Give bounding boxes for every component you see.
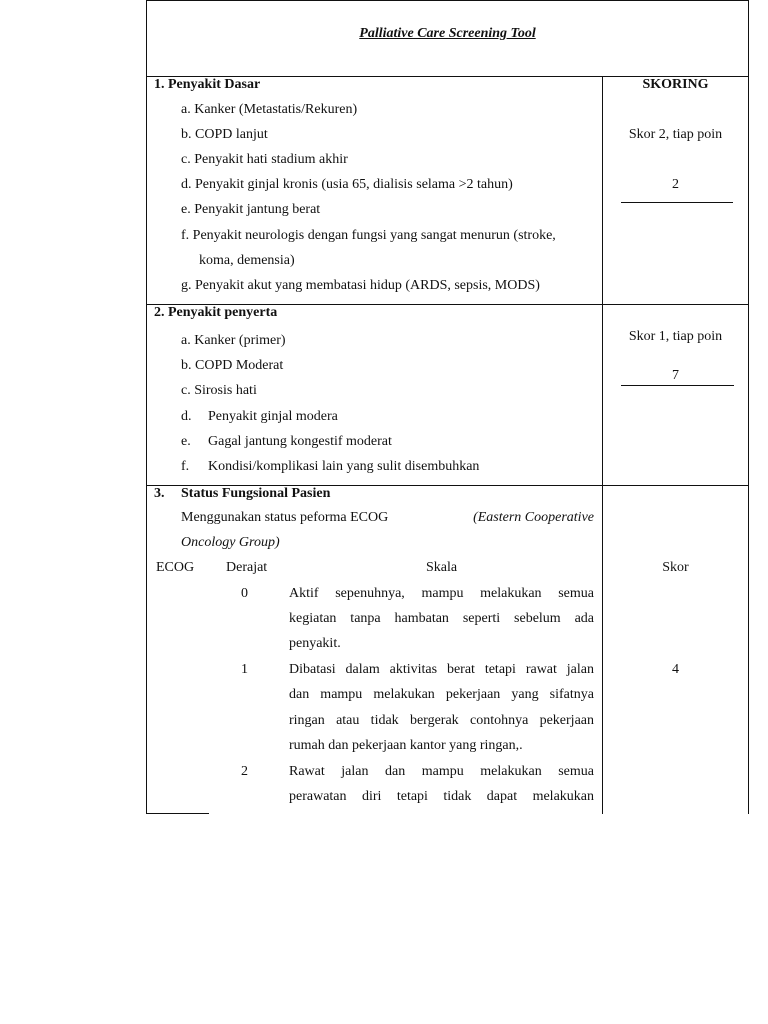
grade-2-line: Rawat jalan dan mampu melakukan semua [289,764,594,779]
sec2-score-rule: Skor 1, tiap poin [628,329,723,344]
sec1-item-f-cont: koma, demensia) [199,253,295,268]
grade-2-line: perawatan diri tetapi tidak dapat melakukan [289,789,594,804]
sec3-score-value: 4 [672,662,679,677]
table-right-border [748,0,749,814]
sec2-item-b: b. COPD Moderat [181,358,284,373]
sec2-score-underline [621,385,734,386]
grade-2-number: 2 [241,764,248,779]
sec2-heading: 2. Penyakit penyerta [154,305,278,320]
sec3-intro-line1 [181,509,594,527]
sec1-item-g: g. Penyakit akut yang membatasi hidup (ARDS, sepsis, MODS) [181,278,540,293]
grade-0-line: penyakit. [289,636,341,651]
sec2-item-e-text: Gagal jantung kongestif moderat [208,434,392,449]
grade-1-line: Dibatasi dalam aktivitas berat tetapi rawat jalan [289,662,594,677]
sec1-item-a: a. Kanker (Metastatis/Rekuren) [181,102,358,117]
sec3-intro-italic: (Eastern Cooperative [473,510,594,525]
grade-0-number: 0 [241,586,248,601]
col-header-skala: Skala [425,560,458,575]
sec1-item-e: e. Penyakit jantung berat [181,202,321,217]
sec1-score-underline [621,202,733,203]
grade-1-line: ringan atau tidak bergerak contohnya pekerjaan [289,713,594,728]
grade-1-line: rumah dan pekerjaan kantor yang ringan,. [289,738,523,753]
sec1-heading: 1. Penyakit Dasar [154,77,261,92]
sec1-item-c: c. Penyakit hati stadium akhir [181,152,348,167]
sec1-item-d: d. Penyakit ginjal kronis (usia 65, dialisis selama >2 tahun) [181,177,513,192]
sec3-heading: Status Fungsional Pasien [181,486,331,501]
grade-1-number: 1 [241,662,248,677]
sec1-item-b: b. COPD lanjut [181,127,268,142]
sec1-score-rule: Skor 2, tiap poin [628,127,723,142]
sec2-score-value: 7 [672,368,679,383]
scoring-header: SKORING [642,77,709,92]
sec2-item-d-text: Penyakit ginjal modera [208,409,338,424]
table-left-border [146,0,147,814]
table-top-border [146,0,749,1]
grade-0-line: Aktif sepenuhnya, mampu melakukan semua [289,586,594,601]
sec2-item-a: a. Kanker (primer) [181,333,286,348]
sec2-item-d-letter: d. [181,409,192,424]
col-header-derajat: Derajat [226,560,268,575]
page-bottom-stub [146,813,209,814]
col-header-skor: Skor [662,560,689,575]
sec2-item-f-letter: f. [181,459,190,474]
grade-0-line: kegiatan tanpa hambatan seperti sebelum ada [289,611,594,626]
sec2-item-f-text: Kondisi/komplikasi lain yang sulit disembuhkan [208,459,480,474]
page-title: Palliative Care Screening Tool [359,26,536,41]
sec3-intro-plain: Menggunakan status peforma ECOG [181,510,389,525]
sec1-item-f: f. Penyakit neurologis dengan fungsi yang sangat menurun (stroke, [181,228,556,243]
sec3-intro-line2: Oncology Group) [181,535,280,550]
sec3-number: 3. [154,486,165,501]
sec2-item-c: c. Sirosis hati [181,383,257,398]
grade-1-line: dan mampu melakukan pekerjaan yang sifatnya [289,687,594,702]
sec2-item-e-letter: e. [181,434,191,449]
sec1-score-value: 2 [672,177,679,192]
col-header-ecog: ECOG [156,560,195,575]
